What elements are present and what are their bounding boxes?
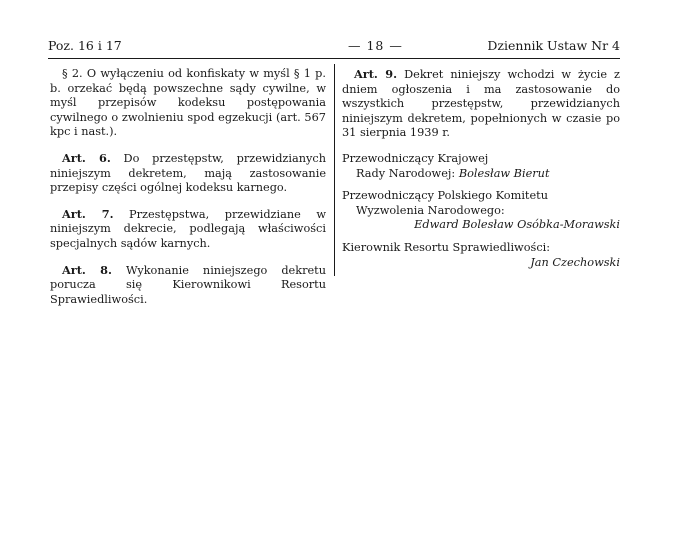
signature-1-role-text: Rady Narodowej:	[356, 166, 456, 180]
article-7	[50, 207, 326, 252]
article-6	[50, 151, 326, 196]
signature-2-role-line-2: Wyzwolenia Narodowego:	[356, 203, 505, 217]
article-8-text: Wykonanie niniejszego dekretu porucza się Kierownikowi Resortu Sprawiedliwości.	[50, 263, 326, 306]
signature-1-role-line-2	[342, 167, 620, 182]
signature-1-role-line-1: Przewodniczący Krajowej	[342, 151, 489, 165]
article-6-label: Art. 6.	[62, 150, 111, 165]
signature-block-3	[342, 241, 620, 270]
article-7-text: Przestępstwa, przewidziane w niniejszym dekrecie, podlegają właściwości specjalnych sądów karnych.	[50, 207, 326, 250]
signature-block-2	[342, 189, 620, 233]
article-6-text: Do przestępstw, przewidzianych niniejszym dekretem, mają zastosowanie przepisy części ogólnej kodeksu karnego.	[50, 151, 326, 195]
signature-1-name: Bolesław Bierut	[458, 166, 550, 180]
signature-block-1	[342, 152, 620, 181]
column-divider	[334, 64, 335, 276]
page-number: — 18 —	[348, 38, 403, 53]
signature-2-name: Edward Bolesław Osóbka-Morawski	[414, 218, 620, 232]
left-column	[50, 67, 326, 318]
position-reference: Poz. 16 i 17	[48, 38, 122, 53]
section-2-paragraph: § 2. O wyłączeniu od konfiskaty w myśl § 1 p. b. orzekać będą powszechne sądy cywilne, w myśl przepisów kodeksu postępowania cywilnego o zwolnieniu spod egzekucji (art. 567 kpc i nast.).	[50, 67, 326, 139]
journal-title: Dziennik Ustaw Nr 4	[487, 38, 620, 53]
signature-2-role-line-1: Przewodniczący Polskiego Komitetu	[342, 189, 548, 203]
article-9-text: Dekret niniejszy wchodzi w życie z dniem ogłoszenia i ma zastosowanie do wszystkich przestępstw, przewidzianych niniejszym dekretem, popełnionych w czasie po 31 sierpnia 1939 r.	[342, 68, 620, 140]
article-9-label: Art. 9.	[354, 67, 398, 81]
article-9	[342, 67, 620, 141]
right-column	[342, 67, 620, 278]
signature-3-role: Kierownik Resortu Sprawiedliwości:	[342, 240, 551, 254]
page-header	[48, 38, 620, 56]
article-8-label: Art. 8.	[62, 262, 112, 277]
header-rule	[48, 58, 620, 59]
article-8	[50, 263, 326, 308]
article-7-label: Art. 7.	[62, 206, 114, 221]
signature-3-name: Jan Czechowski	[530, 255, 620, 269]
